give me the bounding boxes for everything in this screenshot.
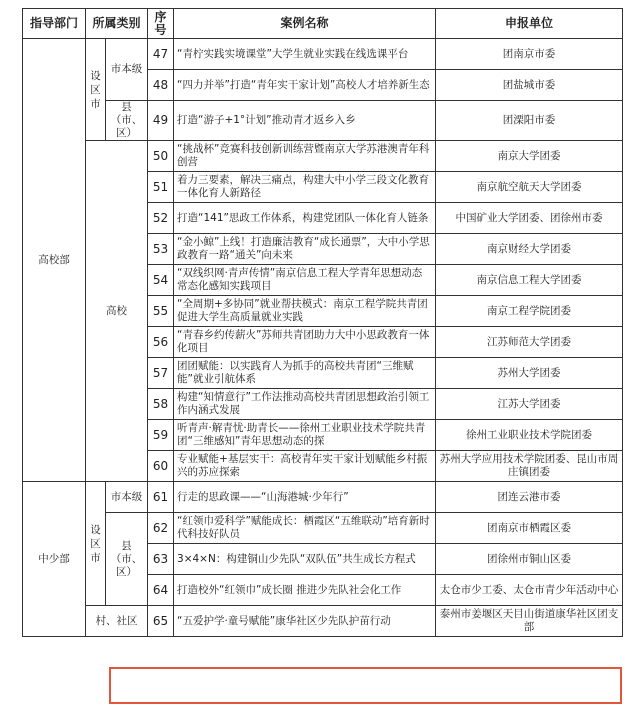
row-case-name: “全周期+多协同”就业帮扶模式：南京工程学院共青团促进大学生高质量就业实践	[174, 296, 436, 327]
row-number: 51	[148, 172, 174, 203]
row-number: 48	[148, 70, 174, 101]
row-number: 55	[148, 296, 174, 327]
row-unit: 江苏大学团委	[436, 389, 623, 420]
dept-cell-zhongshao: 中少部	[23, 482, 86, 637]
row-number: 56	[148, 327, 174, 358]
table-row	[23, 513, 623, 544]
category-cell-universities: 高校	[86, 141, 148, 482]
row-case-name: 打造校外“红领巾”成长圈 推进少先队社会化工作	[174, 575, 436, 606]
row-number: 50	[148, 141, 174, 172]
highlight-box	[109, 667, 622, 704]
row-number: 54	[148, 265, 174, 296]
row-number: 60	[148, 451, 174, 482]
row-unit: 团溧阳市委	[436, 101, 623, 141]
row-unit: 苏州大学应用技术学院团委、昆山市周庄镇团委	[436, 451, 623, 482]
category-cell-village: 村、社区	[86, 606, 148, 637]
row-unit: 南京工程学院团委	[436, 296, 623, 327]
row-number: 64	[148, 575, 174, 606]
row-case-name: “红领巾爱科学”赋能成长：栖霞区“五维联动”培育新时代科技好队员	[174, 513, 436, 544]
table-row	[23, 101, 623, 141]
row-case-name: 构建“知情意行”工作法推动高校共青团思想政治引领工作内涵式发展	[174, 389, 436, 420]
row-number: 53	[148, 234, 174, 265]
row-case-name: “青柠实践实境课堂”大学生就业实践在线选课平台	[174, 39, 436, 70]
row-unit: 江苏师范大学团委	[436, 327, 623, 358]
header-case-name: 案例名称	[174, 9, 436, 39]
row-number: 57	[148, 358, 174, 389]
row-case-name: “四力并举”打造“青年实干家计划”高校人才培养新生态	[174, 70, 436, 101]
row-unit: 南京信息工程大学团委	[436, 265, 623, 296]
row-unit: 苏州大学团委	[436, 358, 623, 389]
header-category: 所属类别	[86, 9, 148, 39]
row-unit: 徐州工业职业技术学院团委	[436, 420, 623, 451]
row-case-name: 打造“141”思政工作体系，构建党团队一体化育人链条	[174, 203, 436, 234]
row-case-name: 3×4×N：构建铜山少先队“双队伍”共生成长方程式	[174, 544, 436, 575]
category-cell-set-city: 设区市	[86, 39, 106, 141]
header-row	[23, 9, 623, 39]
row-number: 47	[148, 39, 174, 70]
row-case-name: 听青声·解青忧·助青长——徐州工业职业技术学院共青团“三维感知”青年思想动态的探	[174, 420, 436, 451]
row-case-name: “双线织网·青声传情”南京信息工程大学青年思想动态常态化感知实践项目	[174, 265, 436, 296]
row-case-name: “金小鲸”上线！打造廉洁教育“成长通票”，大中小学思政教育一路“通关”向未来	[174, 234, 436, 265]
row-case-name: 团团赋能：以实践育人为抓手的高校共青团“三维赋能”就业引航体系	[174, 358, 436, 389]
row-unit: 团徐州市铜山区委	[436, 544, 623, 575]
header-dept: 指导部门	[23, 9, 86, 39]
row-unit: 团南京市栖霞区委	[436, 513, 623, 544]
category-cell-city-level: 市本级	[106, 39, 148, 101]
row-case-name: “五爱护学·童号赋能”康华社区少先队护苗行动	[174, 606, 436, 637]
row-unit: 太仓市少工委、太仓市青少年活动中心	[436, 575, 623, 606]
row-unit: 泰州市姜堰区天目山街道康华社区团支部	[436, 606, 623, 637]
row-number: 65	[148, 606, 174, 637]
table-row-highlighted	[23, 606, 623, 637]
table-row	[23, 39, 623, 70]
row-unit: 南京大学团委	[436, 141, 623, 172]
row-case-name: “青春乡约传薪火”苏师共青团助力大中小思政教育一体化项目	[174, 327, 436, 358]
table-row	[23, 141, 623, 172]
category-cell-county-2: 县（市、区）	[106, 513, 148, 606]
row-case-name: 行走的思政课——“山海港城·少年行”	[174, 482, 436, 513]
category-cell-set-city-2: 设区市	[86, 482, 106, 606]
row-number: 59	[148, 420, 174, 451]
row-number: 52	[148, 203, 174, 234]
row-unit: 南京财经大学团委	[436, 234, 623, 265]
dept-cell-gaoxiao: 高校部	[23, 39, 86, 482]
row-unit: 南京航空航天大学团委	[436, 172, 623, 203]
header-number: 序号	[148, 9, 174, 39]
row-number: 58	[148, 389, 174, 420]
row-number: 63	[148, 544, 174, 575]
row-number: 61	[148, 482, 174, 513]
row-case-name: “挑战杯”竞赛科技创新训练营暨南京大学苏港澳青年科创营	[174, 141, 436, 172]
row-unit: 团南京市委	[436, 39, 623, 70]
category-cell-city-level-2: 市本级	[106, 482, 148, 513]
row-case-name: 打造“游子+1°计划”推动青才返乡入乡	[174, 101, 436, 141]
category-cell-county: 县（市、区）	[106, 101, 148, 141]
row-case-name: 专业赋能+基层实干：高校青年实干家计划赋能乡村振兴的苏应探索	[174, 451, 436, 482]
row-case-name: 着力三要素，解决三痛点，构建大中小学三段文化教育一体化育人新路径	[174, 172, 436, 203]
row-number: 49	[148, 101, 174, 141]
row-unit: 团盐城市委	[436, 70, 623, 101]
row-number: 62	[148, 513, 174, 544]
row-unit: 中国矿业大学团委、团徐州市委	[436, 203, 623, 234]
case-table	[22, 8, 623, 637]
row-unit: 团连云港市委	[436, 482, 623, 513]
table-row	[23, 482, 623, 513]
header-unit: 申报单位	[436, 9, 623, 39]
